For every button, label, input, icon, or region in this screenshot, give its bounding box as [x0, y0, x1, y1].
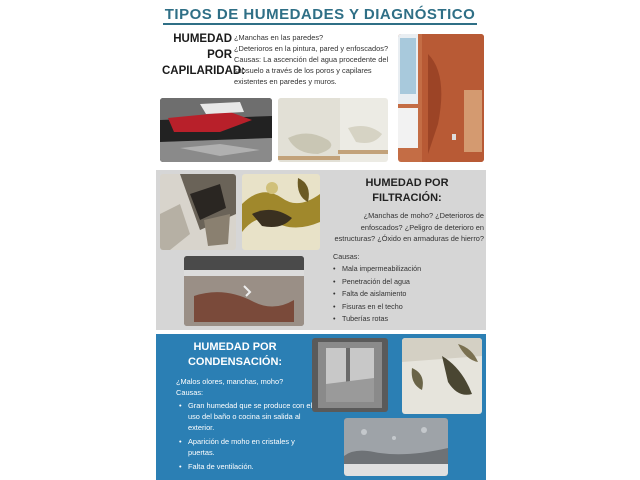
list-item: • Aparición de moho en cristales y puertas.	[188, 436, 316, 458]
list-item: • Tuberías rotas	[342, 313, 480, 326]
moldy-corner-photo	[278, 98, 388, 162]
condensacion-causes-label: Causas:	[176, 388, 204, 397]
list-item: • Gran humedad que se produce con el uso del baño o cocina sin salida al exterior.	[188, 400, 316, 433]
list-item: • Falta de ventilación.	[188, 461, 316, 472]
filtracion-text: ¿Manchas de moho? ¿Deterioros de enfoscados? ¿Peligro de deterioro en estructuras? ¿Óxido en armaduras de hierro?	[334, 211, 484, 243]
filtracion-causes-label: Causas:	[333, 252, 360, 261]
filtracion-heading: HUMEDAD POR FILTRACIÓN:	[365, 177, 449, 204]
capilaridad-heading: HUMEDAD POR CAPILARIDAD:	[162, 33, 246, 77]
mold-ceiling-corner-photo	[402, 338, 482, 414]
burnt-ceiling-photo	[160, 174, 236, 250]
list-item: • Fisuras en el techo	[342, 301, 480, 314]
window-frame-photo	[312, 338, 388, 412]
condensacion-intro: ¿Malos olores, manchas, moho?	[176, 377, 284, 386]
capilaridad-text: ¿Manchas en las paredes? ¿Deterioros en la pintura, pared y enfoscados? Causas: La ascención del agua procedente del subsuelo a través de los poros y capilares existentes en paredes y muros.	[234, 33, 389, 86]
condensacion-text	[176, 376, 316, 475]
moldy-ceiling-photo	[242, 174, 320, 250]
cracked-ceiling-photo	[184, 256, 304, 326]
list-item: • Falta de aislamiento	[342, 288, 480, 301]
damaged-wall-photo	[160, 98, 272, 162]
list-item: • Mala impermeabilización	[342, 263, 480, 276]
page-title: TIPOS DE HUMEDADES Y DIAGNÓSTICO	[164, 6, 476, 23]
filtracion-causes	[330, 252, 480, 326]
condensation-window-photo	[344, 418, 448, 476]
condensacion-heading: HUMEDAD POR CONDENSACIÓN:	[187, 341, 283, 368]
wet-room-wall-photo	[398, 34, 484, 162]
list-item: • Penetración del agua	[342, 276, 480, 289]
